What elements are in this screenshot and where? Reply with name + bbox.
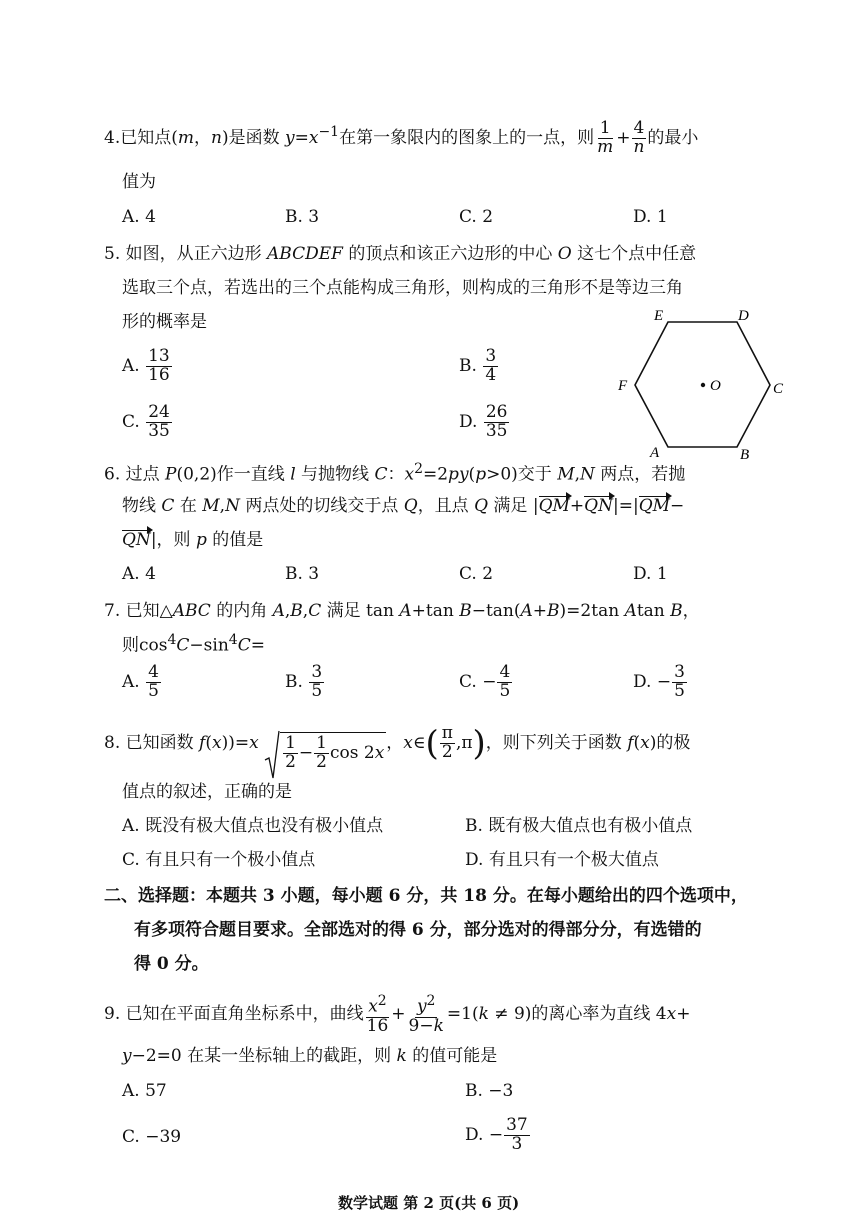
question-4-line-2: 值为 — [122, 172, 156, 192]
question-4-line-1: 4.已知点(m，n)是函数 $y=x^{-1}$在第一象限内的图象上的一点，则 $\frac{1}{m}$ + $\frac{4}{n}$ 的最小 — [104, 118, 699, 157]
question-5-line-3: 形的概率是 — [122, 312, 207, 332]
fraction-4-over-n: $\frac{4}{n}$ — [633, 118, 645, 157]
question-7-line-1: 7. 已知△ABC 的内角 A,B,C 满足 tan A+tan B−tan(A+B)=2tan Atan B， — [104, 601, 700, 621]
q6-option-b: B. 3 — [285, 564, 320, 584]
question-8-line-2: 值点的叙述，正确的是 — [122, 782, 292, 802]
vector-qn-2: QN — [122, 530, 151, 550]
center-point — [701, 383, 705, 387]
q9-option-a: A. 57 — [122, 1081, 167, 1101]
q8-option-c: C. 有且只有一个极小值点 — [122, 850, 316, 870]
section-2-line-2: 有多项符合题目要求。全部选对的得 6 分，部分选对的得部分分，有选错的 — [134, 920, 702, 940]
q4-option-b: B. 3 — [285, 207, 320, 227]
q5-option-b: B. $\frac{3}{4}$ — [459, 346, 497, 385]
q4-option-d: D. 1 — [633, 207, 668, 227]
q4-option-a: A. 4 — [122, 207, 156, 227]
page-footer: 数学试题 第 2 页(共 6 页) — [338, 1194, 520, 1212]
q7-option-b: B. $\frac{3}{5}$ — [285, 662, 323, 701]
q9-option-c: C. −39 — [122, 1127, 182, 1147]
square-root: 1 2 − $\frac{1}{2}$ cos 2 x — [264, 732, 386, 772]
vector-qm: QM — [538, 496, 570, 516]
fraction-1-over-m: $\frac{1}{m}$ — [597, 118, 614, 157]
q4-option-c: C. 2 — [459, 207, 494, 227]
section-2-line-1: 二、选择题：本题共 3 小题，每小题 6 分，共 18 分。在每小题给出的四个选项中， — [104, 886, 748, 906]
q5-option-c: C. $\frac{24}{35}$ — [122, 402, 170, 441]
q9-option-b: B. −3 — [465, 1081, 514, 1101]
q7-option-a: A. $\frac{4}{5}$ — [122, 662, 159, 701]
question-5-line-2: 选取三个点，若选出的三个点能构成三角形，则构成的三角形不是等边三角 — [122, 278, 683, 298]
vector-qn: QN — [584, 496, 613, 516]
question-8-line-1: 8. 已知函数 f(x))=x 1 2 − $\frac{1}{2}$ cos 2 x ，x∈( $\frac{\pi}{2}$ ,π)，则下列关于函数 f(x)的极 — [104, 725, 690, 772]
hexagon-figure — [610, 305, 800, 465]
question-5-line-1: 5. 如图，从正六边形 ABCDEF 的顶点和该正六边形的中心 O 这七个点中任意 — [104, 244, 697, 264]
q7-option-d: D. − $\frac{3}{5}$ — [633, 662, 685, 701]
question-7-line-2: 则$\cos^4C-\sin^4C=$ — [122, 632, 265, 656]
q6-option-c: C. 2 — [459, 564, 494, 584]
question-9-line-2: y−2=0 在某一坐标轴上的截距，则 k 的值可能是 — [122, 1046, 498, 1066]
label-F: F — [618, 378, 628, 394]
label-D: D — [738, 308, 749, 324]
question-9-line-1: 9. 已知在平面直角坐标系中，曲线 $\frac{x^2}{16}$ + $\frac{y^2}{9-k}$ =1(k ≠ 9)的离心率为直线 4x+ — [104, 993, 691, 1036]
question-6-line-1: 6. 过点 P(0,2)作一直线 l 与抛物线 C：$x^2=2py(p>0)$交于 M,N 两点，若抛 — [104, 461, 686, 485]
q9-option-d: D. − $\frac{37}{3}$ — [465, 1115, 528, 1154]
q8-option-b: B. 既有极大值点也有极小值点 — [465, 816, 693, 836]
q6-option-a: A. 4 — [122, 564, 156, 584]
q5-option-d: D. $\frac{26}{35}$ — [459, 402, 508, 441]
label-E: E — [654, 308, 664, 324]
label-O: O — [710, 378, 721, 394]
question-6-line-2: 物线 C 在 M,N 两点处的切线交于点 Q，且点 Q 满足 |QM+QN|=|QM− — [122, 496, 685, 516]
q5-option-a: A. $\frac{13}{16}$ — [122, 346, 170, 385]
vector-qm-2: QM — [638, 496, 671, 516]
question-6-line-3: QN|，则 p 的值是 — [122, 530, 264, 550]
q7-option-c: C. − $\frac{4}{5}$ — [459, 662, 511, 701]
label-A: A — [650, 445, 660, 461]
q6-option-d: D. 1 — [633, 564, 668, 584]
q8-option-a: A. 既没有极大值点也没有极小值点 — [122, 816, 384, 836]
section-2-line-3: 得 0 分。 — [134, 954, 209, 974]
label-C: C — [773, 381, 784, 397]
label-B: B — [740, 447, 750, 463]
q8-option-d: D. 有且只有一个极大值点 — [465, 850, 659, 870]
